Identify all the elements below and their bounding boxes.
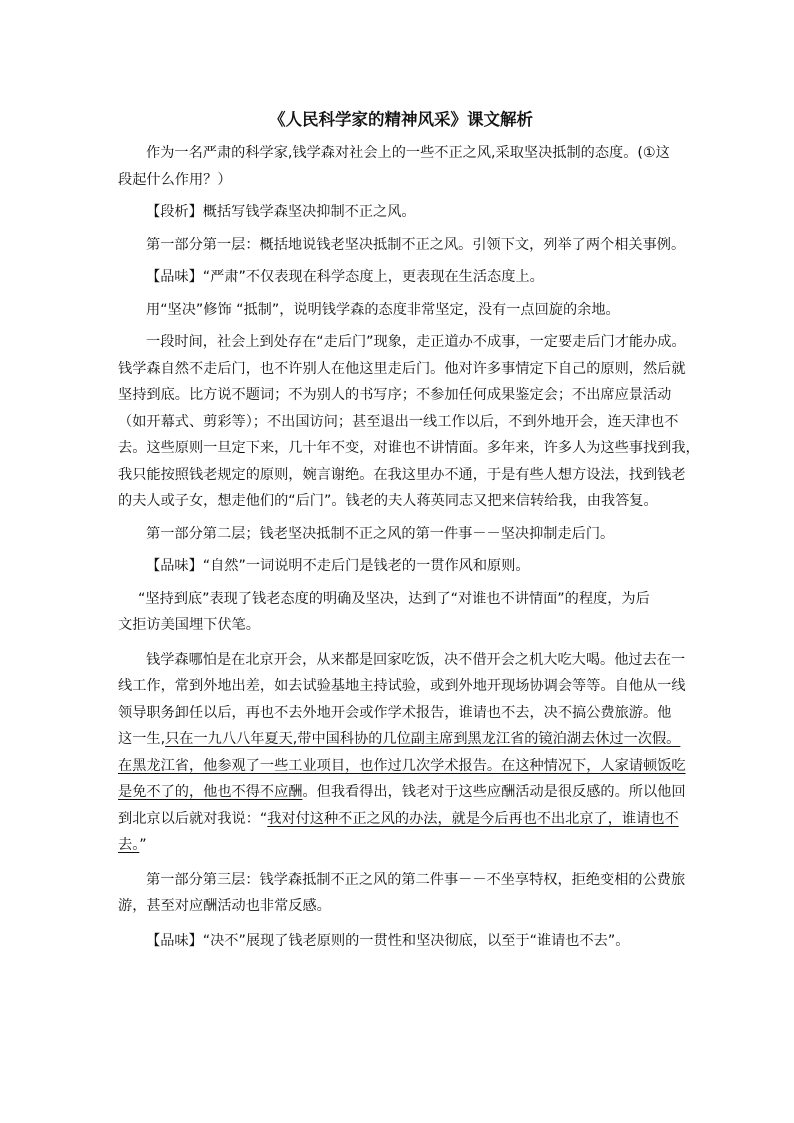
text-line: 我只能按照钱老规定的原则，婉言谢绝。在我这里办不通，于是有些人想方设法，找到钱老 [118, 466, 686, 483]
text-line: 钱学森自然不走后门，也不许别人在他这里走后门。他对许多事情定下自己的原则，然后就 [118, 360, 686, 377]
text-line [118, 832, 684, 859]
text-line: 【品味】“决不”展现了钱老原则的一贯性和坚决彻底，以至于“谁请也不去”。 [146, 932, 630, 949]
underlined-text: 去。 [118, 837, 140, 853]
text-segment: 到北京以后就对我说：“ [118, 810, 268, 827]
text-line: 去。这些原则一旦定下来，几十年不变，对谁也不讲情面。多年来，许多人为这些事找到我， [118, 440, 700, 456]
paragraph-layer-two [118, 521, 684, 548]
text-line: 第一部分第一层：概括地说钱老坚决抵制不正之风。引领下文，列举了两个相关事例。 [146, 236, 686, 253]
text-line: 一段时间，社会上到处存在“走后门”现象，走正道办不成事，一定要走后门才能办成。 [146, 334, 686, 350]
text-line: 线工作，常到外地出差，如去试验基地主持试验，或到外地开现场协调会等等。自他从一线 [118, 678, 686, 694]
paragraph-intro [118, 140, 684, 193]
text-line: 第一部分第二层；钱老坚决抵制不正之风的第一件事－－坚决抑制走后门。 [146, 525, 615, 542]
paragraph-meals-travel [118, 647, 684, 859]
text-line [118, 726, 684, 753]
document-title: 《人民科学家的精神风采》课文解析 [269, 110, 533, 129]
paragraph-persist [118, 586, 684, 639]
underlined-text: 在这种情况下，人家请顿饭吃 [501, 757, 686, 774]
text-segment: ” [139, 837, 147, 853]
text-line [118, 806, 684, 833]
paragraph-layer-three [118, 867, 684, 920]
paragraph-analysis [118, 199, 684, 226]
underlined-text: 只在一九八八年夏天,带中国科协的几位副主席到黑龙江省的镜泊湖去休过一次假。 [165, 731, 681, 747]
text-line: （如开幕式、剪彩等）；不出国访问；甚至退出一线工作以后，不到外地开会，连天津也不 [118, 413, 679, 430]
underlined-text: 我对付这种不正之风的办法，就是今后再也不出北京了，谁请也不 [267, 810, 679, 827]
text-segment: 。但我看得出，钱老对于这些应酬活动是很反感的。所以他回 [302, 784, 686, 800]
paragraph-layer-one [118, 232, 684, 259]
text-line: 第一部分第三层：钱学森抵制不正之风的第二件事－－不坐享特权，拒绝变相的公费旅 [146, 871, 686, 888]
text-line: 段起什么作用？） [118, 171, 232, 188]
underlined-text: 在黑龙江省，他参观了一些工业项目，也作过几次学术报告。 [118, 757, 502, 774]
text-line: 的夫人或子女，想走他们的“后门”。钱老的夫人蒋英同志又把来信转给我，由我答复。 [118, 493, 658, 509]
text-line: 坚持到底。比方说不题词；不为别人的书写序；不参加任何成果鉴定会；不出席应景活动 [118, 387, 672, 403]
text-line: 文拒访美国埋下伏笔。 [118, 617, 260, 633]
underlined-text: 是免不了的，他也不得不应酬 [118, 784, 303, 800]
text-line: 【段析】概括写钱学森坚决抑制不正之风。 [146, 204, 416, 220]
paragraph-appreciation-3 [118, 928, 684, 955]
text-line: 领导职务卸任以后，再也不去外地开会或作学术报告，谁请也不去，决不搞公费旅游。他 [118, 704, 672, 721]
text-segment: 这一生, [118, 731, 166, 747]
paragraph-appreciation-1 [118, 264, 684, 291]
text-line: 作为一名严肃的科学家,钱学森对社会上的一些不正之风,采取坚决抵制的态度。(①这 [146, 145, 670, 161]
paragraph-appreciation-2 [118, 553, 684, 580]
paragraph-modifier-note [118, 297, 684, 324]
text-line: 【品味】“自然”一词说明不走后门是钱老的一贯作风和原则。 [146, 558, 530, 574]
text-line [118, 753, 684, 780]
text-line: “坚持到底”表现了钱老态度的明确及坚决，达到了“对谁也不讲情面”的程度，为后 [138, 590, 650, 607]
text-line [118, 779, 684, 806]
text-line: 钱学森哪怕是在北京开会，从来都是回家吃饭，决不借开会之机大吃大喝。他过去在一 [146, 651, 686, 668]
text-line: 用“坚决”修饰 “抵制”，说明钱学森的态度非常坚定，没有一点回旋的余地。 [146, 301, 620, 318]
paragraph-back-door [118, 329, 700, 515]
document-page [118, 108, 700, 954]
text-line: 【品味】“严肃”不仅表现在科学态度上，更表现在生活态度上。 [146, 269, 544, 285]
text-line: 游，甚至对应酬活动也非常反感。 [118, 898, 331, 914]
